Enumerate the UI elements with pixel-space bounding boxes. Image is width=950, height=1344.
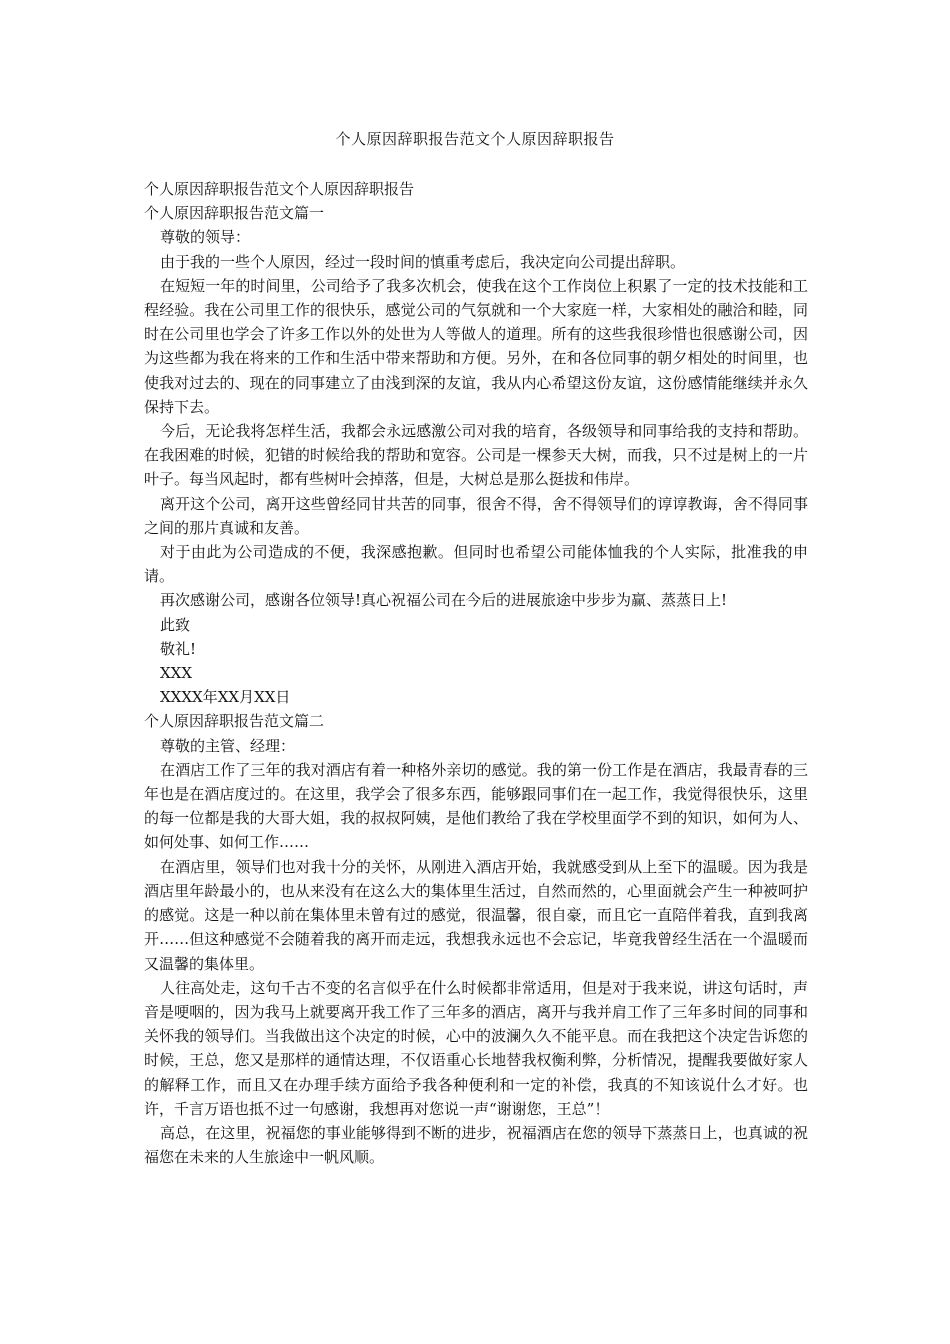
paragraph: 在酒店里，领导们也对我十分的关怀，从刚进入酒店开始，我就感受到从上至下的温暖。因为我是酒店里年龄最小的，也从来没有在这么大的集体里生活过，自然而然的，心里面就会产生一种被呵护的感觉。这是一种以前在集体里未曾有过的感觉，很温馨，很自豪，而且它一直陪伴着我，直到我离开……但这种感觉不会随着我的离开而走远，我想我永远也不会忘记，毕竟我曾经生活在一个温暖而又温馨的集体里。 [144,857,808,973]
paragraph: XXX [160,664,193,683]
paragraph: 尊敬的主管、经理： [160,736,296,755]
document-title: 个人原因辞职报告范文个人原因辞职报告 [335,130,615,148]
paragraph: 由于我的一些个人原因，经过一段时间的慎重考虑后，我决定向公司提出辞职。 [160,252,686,271]
paragraph: 对于由此为公司造成的不便，我深感抱歉。但同时也希望公司能体恤我的个人实际，批准我的申请。 [144,543,808,586]
paragraph: 人往高处走，这句千古不变的名言似乎在什么时候都非常适用，但是对于我来说，讲这句话时，声音是哽咽的，因为我马上就要离开我工作了三年多的酒店，离开与我并肩工作了三年多时间的同事和关怀我的领导们。当我做出这个决定的时候，心中的波澜久久不能平息。而在我把这个决定告诉您的时候，王总，您又是那样的通情达理，不仅语重心长地替我权衡利弊，分析情况，提醒我要做好家人的解释工作，而且又在办理手续方面给予我各种便利和一定的补偿，我真的不知该说什么才好。也许，千言万语也抵不过一句感谢，我想再对您说一声“谢谢您，王总”！ [144,978,808,1118]
paragraph: 再次感谢公司，感谢各位领导!真心祝福公司在今后的进展旅途中步步为赢、蒸蒸日上! [160,591,728,610]
paragraph: 今后，无论我将怎样生活，我都会永远感激公司对我的培育，各级领导和同事给我的支持和帮助。在我困难的时候，犯错的时候给我的帮助和宽容。公司是一棵参天大树，而我，只不过是树上的一片叶子。每当风起时，都有些树叶会掉落，但是，大树总是那么挺拔和伟岸。 [144,422,808,489]
document-body [144,177,808,1169]
paragraph: 在短短一年的时间里，公司给予了我多次机会，使我在这个工作岗位上积累了一定的技术技能和工程经验。我在公司里工作的很快乐，感觉公司的气氛就和一个大家庭一样，大家相处的融洽和睦，同时在公司里也学会了许多工作以外的处世为人等做人的道理。所有的这些我很珍惜也很感谢公司，因为这些都为我在将来的工作和生活中带来帮助和方便。另外，在和各位同事的朝夕相处的时间里，也使我对过去的、现在的同事建立了由浅到深的友谊，我从内心希望这份友谊，这份感情能继续并永久保持下去。 [144,276,808,416]
paragraph: 高总，在这里，祝福您的事业能够得到不断的进步，祝福酒店在您的领导下蒸蒸日上，也真诚的祝福您在未来的人生旅途中一帆风顺。 [144,1123,808,1167]
paragraph: 离开这个公司，离开这些曾经同甘共苦的同事，很舍不得，舍不得领导们的谆谆教诲，舍不得同事之间的那片真诚和友善。 [144,494,808,537]
paragraph: 此致 [160,615,191,634]
paragraph: XXXX年XX月XX日 [160,688,291,707]
paragraph: 敬礼! [160,639,197,658]
paragraph: 个人原因辞职报告范文篇一 [144,204,325,223]
paragraph: 个人原因辞职报告范文个人原因辞职报告 [144,180,415,198]
paragraph: 个人原因辞职报告范文篇二 [144,712,325,731]
paragraph: 尊敬的领导： [160,228,251,247]
paragraph: 在酒店工作了三年的我对酒店有着一种格外亲切的感觉。我的第一份工作是在酒店，我最青春的三年也是在酒店度过的。在这里，我学会了很多东西，能够跟同事们在一起工作，我觉得很快乐，这里的每一位都是我的大哥大姐，我的叔叔阿姨，是他们教给了我在学校里面学不到的知识，如何为人、如何处事、如何工作…… [144,760,808,852]
